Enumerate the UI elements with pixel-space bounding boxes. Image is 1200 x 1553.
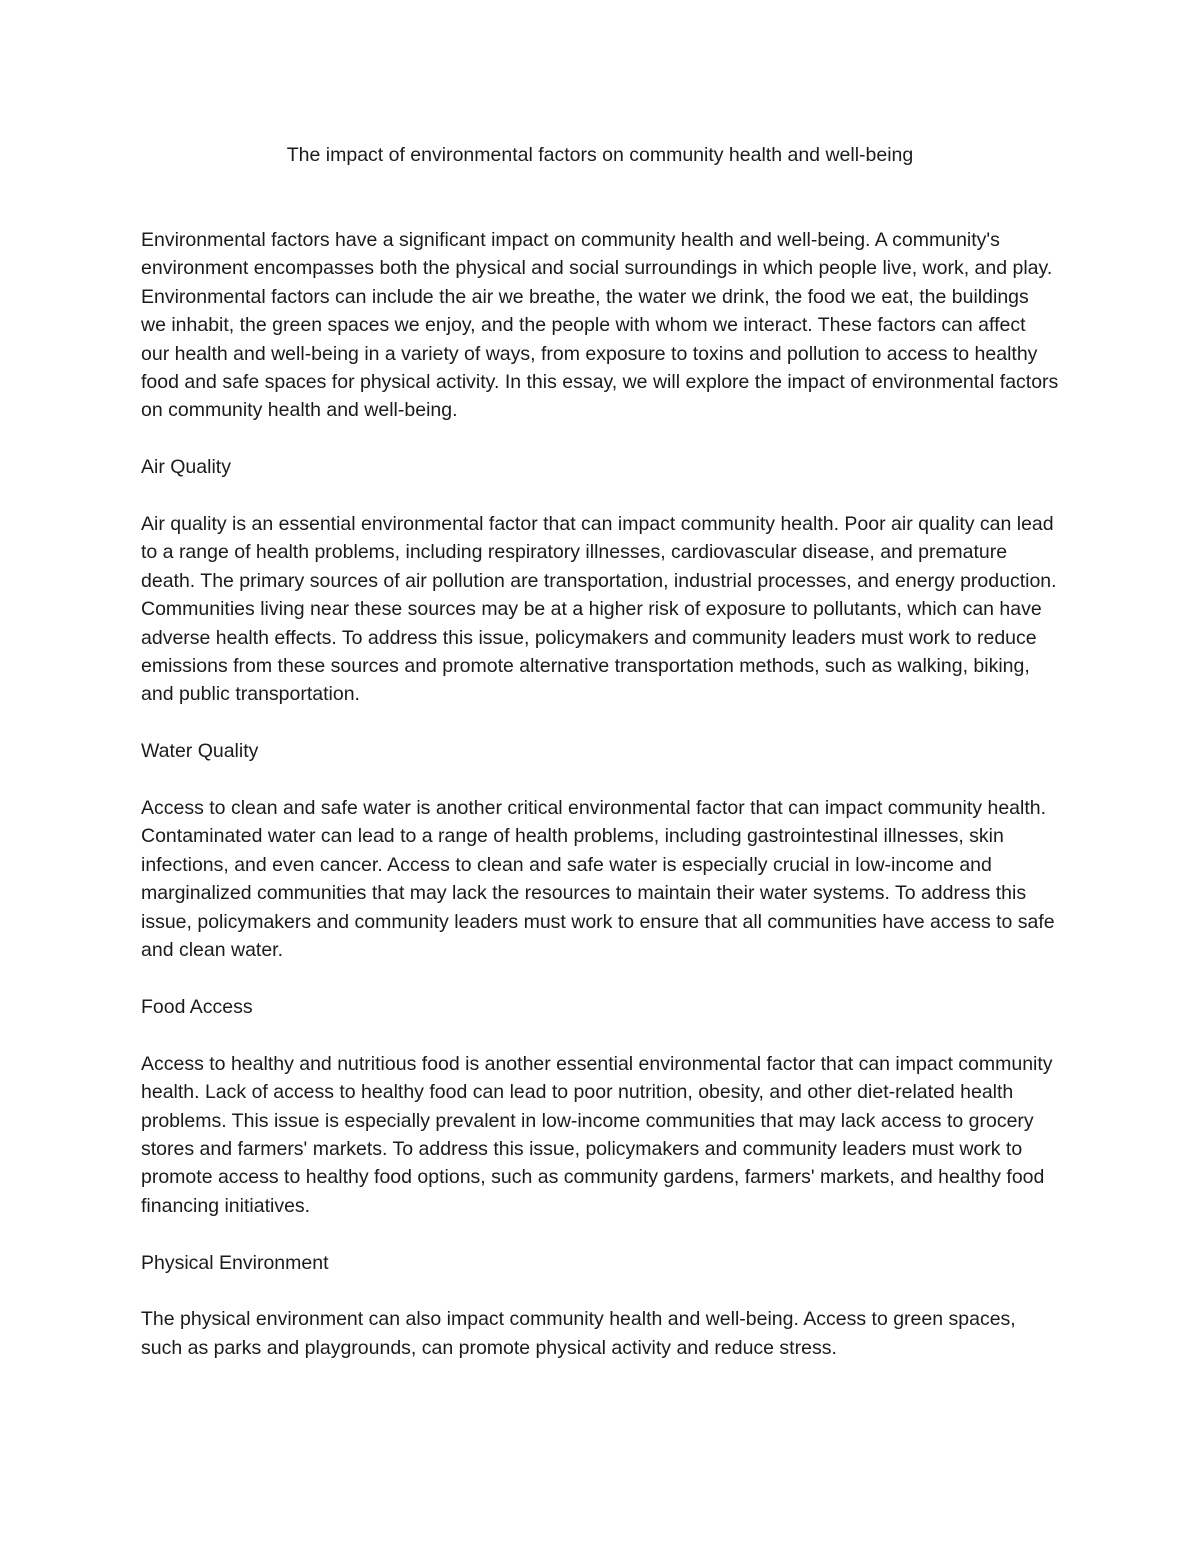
section-body-water-quality: Access to clean and safe water is another critical environmental factor that can impact community health. Contaminated water can lead to a range of health problems, including gastrointestinal illnesses, skin infections, and even cancer. Access to clean and safe water is especially crucial in low-income and marginalized communities that may lack the resources to maintain their water systems. To address this issue, policymakers and community leaders must work to ensure that all communities have access to safe and clean water. (141, 797, 1055, 962)
document-body (141, 226, 1059, 1391)
section-heading-water-quality: Water Quality (141, 740, 259, 763)
section-body-air-quality: Air quality is an essential environmental factor that can impact community health. Poor air quality can lead to a range of health problems, including respiratory illnesses, cardiovascular disease, and premature death. The primary sources of air pollution are transportation, industrial processes, and energy production. Communities living near these sources may be at a higher risk of exposure to pollutants, which can have adverse health effects. To address this issue, policymakers and community leaders must work to reduce emissions from these sources and promote alternative transportation methods, such as walking, biking, and public transportation. (141, 513, 1057, 706)
section-heading-air-quality: Air Quality (141, 456, 231, 479)
document-title: The impact of environmental factors on community health and well-being (286, 144, 914, 166)
section-heading-food-access: Food Access (141, 995, 253, 1018)
section-body-food-access: Access to healthy and nutritious food is another essential environmental factor that can impact community health. Lack of access to healthy food can lead to poor nutrition, obesity, and other diet-related health problems. This issue is especially prevalent in low-income communities that may lack access to grocery stores and farmers' markets. To address this issue, policymakers and community leaders must work to promote access to healthy food options, such as community gardens, farmers' markets, and healthy food financing initiatives. (141, 1052, 1053, 1217)
intro-paragraph: Environmental factors have a significant impact on community health and well-being. A community's environment encompasses both the physical and social surroundings in which people live, work, and play. Environmental factors can include the air we breathe, the water we drink, the food we eat, the buildings we inhabit, the green spaces we enjoy, and the people with whom we interact. These factors can affect our health and well-being in a variety of ways, from exposure to toxins and pollution to access to healthy food and safe spaces for physical activity. In this essay, we will explore the impact of environmental factors on community health and well-being. (141, 229, 1059, 422)
section-heading-physical-environment: Physical Environment (141, 1251, 329, 1274)
section-body-physical-environment: The physical environment can also impact community health and well-being. Access to green spaces, such as parks and playgrounds, can promote physical activity and reduce stress. (141, 1308, 1016, 1359)
